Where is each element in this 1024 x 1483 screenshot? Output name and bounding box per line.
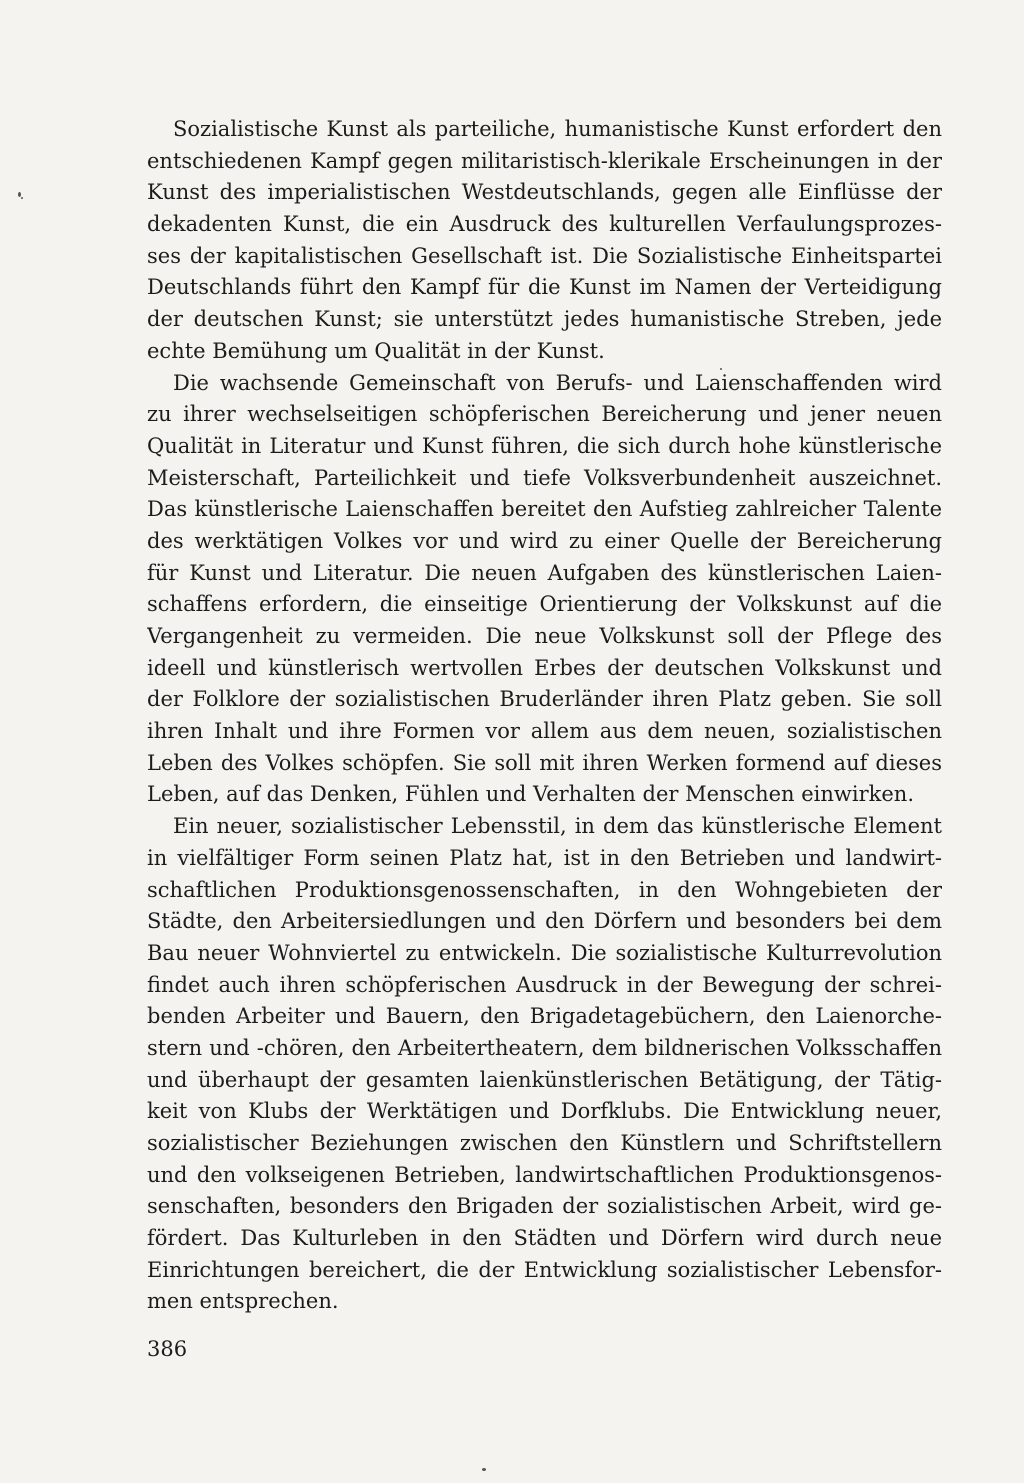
text-line: findet auch ihren schöpferischen Ausdruck in der Bewegung der schrei- [147,972,942,997]
text-line: Meisterschaft, Parteilichkeit und tiefe Volksverbundenheit auszeichnet. [147,465,942,490]
text-line: dekadenten Kunst, die ein Ausdruck des kulturellen Verfaulungsprozes- [147,212,942,237]
text-line: stern und -chören, den Arbeitertheatern, dem bildnerischen Volksschaffen [147,1035,942,1060]
text-line: Bau neuer Wohnviertel zu entwickeln. Die sozialistische Kulturrevolution [147,940,942,965]
text-line: keit von Klubs der Werktätigen und Dorfklubs. Die Entwicklung neuer, [147,1099,942,1124]
text-line: ses der kapitalistischen Gesellschaft ist. Die Sozialistische Einheitspartei [147,243,942,268]
text-line: benden Arbeiter und Bauern, den Brigadetagebüchern, den Laienorche- [147,1004,942,1029]
text-line: sozialistischer Beziehungen zwischen den Künstlern und Schriftstellern [147,1131,942,1155]
text-line: Vergangenheit zu vermeiden. Die neue Volkskunst soll der Pflege des [147,624,942,648]
text-line: und überhaupt der gesamten laienkünstlerischen Betätigung, der Tätig- [147,1067,942,1092]
paragraph [147,114,942,368]
text-line: fördert. Das Kulturleben in den Städten und Dörfern wird durch neue [147,1226,942,1251]
text-line: und den volkseigenen Betrieben, landwirtschaftlichen Produktionsgenos- [147,1162,942,1187]
text-line: Sozialistische Kunst als parteiliche, humanistische Kunst erfordert den [173,117,942,141]
scan-speck [720,368,722,370]
text-line: schaftlichen Produktionsgenossenschaften, in den Wohngebieten der [147,877,942,902]
text-line: für Kunst und Literatur. Die neuen Aufgaben des künstlerischen Laien- [147,560,942,585]
page-number: 386 [147,1337,188,1361]
text-line: entschiedenen Kampf gegen militaristisch-klerikale Erscheinungen in der [147,148,942,173]
text-line: Das künstlerische Laienschaffen bereitet den Aufstieg zahlreicher Talente [147,497,942,522]
paragraph [147,811,942,1318]
text-line: ideell und künstlerisch wertvollen Erbes der deutschen Volkskunst und [147,655,942,680]
body-text [147,114,942,1318]
text-line: zu ihrer wechselseitigen schöpferischen Bereicherung und jener neuen [147,402,942,427]
text-line: Städte, den Arbeitersiedlungen und den Dörfern und besonders bei dem [147,909,942,934]
text-line: des werktätigen Volkes vor und wird zu einer Quelle der Bereicherung [147,528,942,553]
text-line: echte Bemühung um Qualität in der Kunst. [147,338,605,363]
text-line: men entsprechen. [147,1289,339,1314]
text-line: Ein neuer, sozialistischer Lebensstil, in dem das künstlerische Element [173,814,942,839]
text-line: in vielfältiger Form seinen Platz hat, ist in den Betrieben und landwirt- [147,845,942,870]
text-line: Die wachsende Gemeinschaft von Berufs- und Laienschaffenden wird [173,370,942,395]
paragraph [147,368,942,812]
text-line: ihren Inhalt und ihre Formen vor allem aus dem neuen, sozialistischen [147,719,942,744]
text-line: Qualität in Literatur und Kunst führen, die sich durch hohe künstlerische [147,433,942,458]
scan-speck [482,1468,486,1471]
text-line: Kunst des imperialistischen Westdeutschlands, gegen alle Einflüsse der [147,180,942,205]
text-line: Leben, auf das Denken, Fühlen und Verhalten der Menschen einwirken. [147,782,914,807]
text-line: Einrichtungen bereichert, die der Entwicklung sozialistischer Lebensfor- [147,1257,942,1282]
text-line: schaffens erfordern, die einseitige Orientierung der Volkskunst auf die [147,592,942,617]
scan-speck [21,197,23,199]
text-line: der Folklore der sozialistischen Bruderländer ihren Platz geben. Sie soll [147,687,942,712]
text-line: Deutschlands führt den Kampf für die Kunst im Namen der Verteidigung [147,275,942,300]
text-line: Leben des Volkes schöpfen. Sie soll mit ihren Werken formend auf dieses [147,750,942,775]
text-line: der deutschen Kunst; sie unterstützt jedes humanistische Streben, jede [147,307,942,332]
text-line: senschaften, besonders den Brigaden der sozialistischen Arbeit, wird ge- [147,1194,942,1219]
